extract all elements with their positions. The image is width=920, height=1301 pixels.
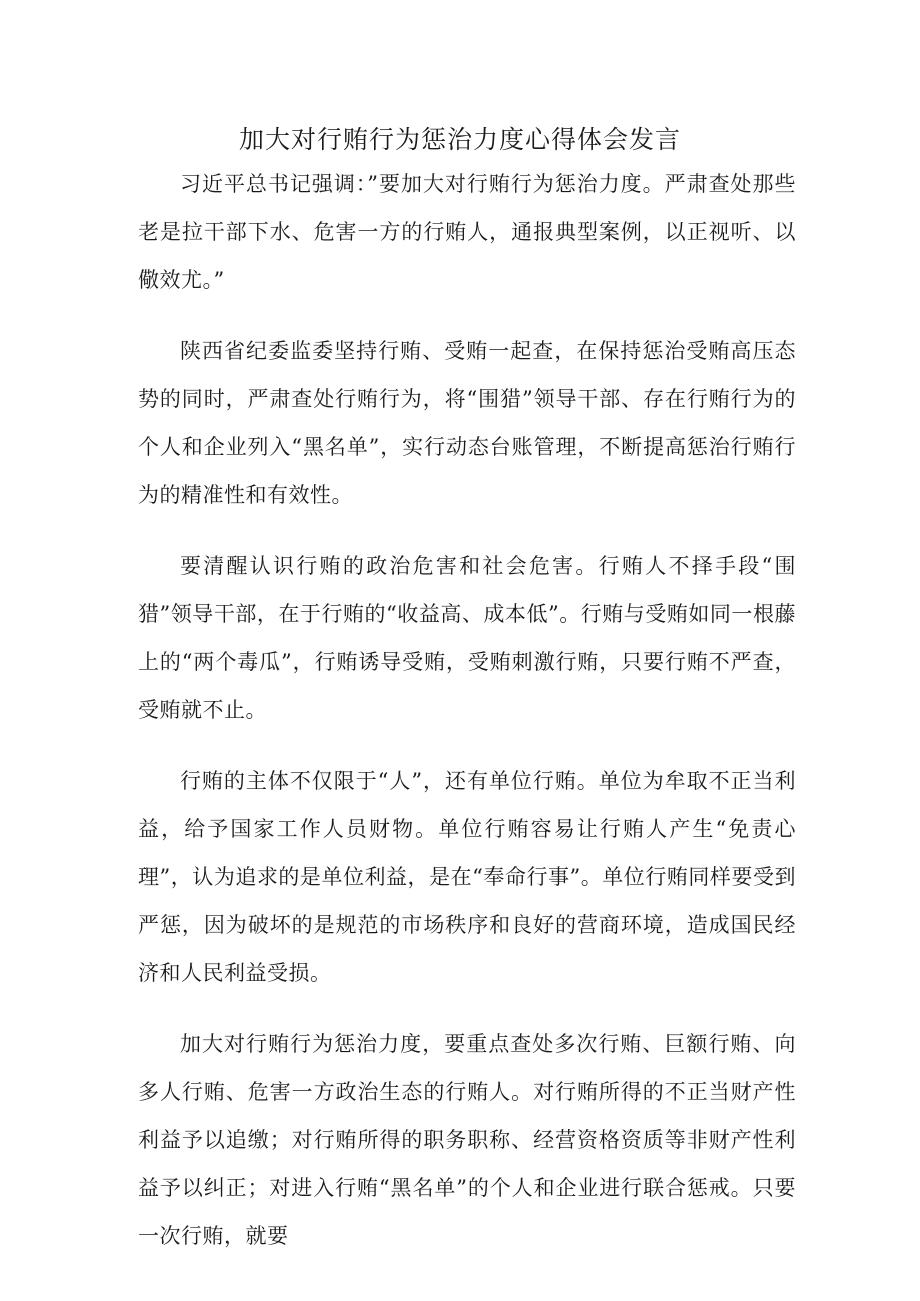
paragraph-4: 行贿的主体不仅限于“人”，还有单位行贿。单位为牟取不正当利益，给予国家工作人员财物。单位行贿容易让行贿人产生“免责心理”，认为追求的是单位利益，是在“奉命行事”。单位行贿同样要受到严惩，因为破坏的是规范的市场秩序和良好的营商环境，造成国民经济和人民利益受损。 xyxy=(138,769,796,985)
document-title: 加大对行贿行为惩治力度心得体会发言 xyxy=(238,125,681,154)
paragraph-3: 要清醒认识行贿的政治危害和社会危害。行贿人不择手段“围猎”领导干部，在于行贿的“收益高、成本低”。行贿与受贿如同一根藤上的“两个毒瓜”，行贿诱导受贿，受贿刺激行贿，只要行贿不严查，受贿就不止。 xyxy=(138,554,796,722)
document-body xyxy=(138,160,796,1283)
paragraph-1: 习近平总书记强调：”要加大对行贿行为惩治力度。严肃查处那些老是拉干部下水、危害一方的行贿人，通报典型案例，以正视听、以儆效尤。” xyxy=(138,172,796,292)
paragraph-5: 加大对行贿行为惩治力度，要重点查处多次行贿、巨额行贿、向多人行贿、危害一方政治生态的行贿人。对行贿所得的不正当财产性利益予以追缴；对行贿所得的职务职称、经营资格资质等非财产性利益予以纠正；对进入行贿“黑名单”的个人和企业进行联合惩戒。只要一次行贿，就要 xyxy=(138,1032,796,1248)
paragraph-2: 陕西省纪委监委坚持行贿、受贿一起查，在保持惩治受贿高压态势的同时，严肃查处行贿行为，将“围猎”领导干部、存在行贿行为的个人和企业列入“黑名单”，实行动态台账管理，不断提高惩治行贿行为的精准性和有效性。 xyxy=(138,339,796,507)
